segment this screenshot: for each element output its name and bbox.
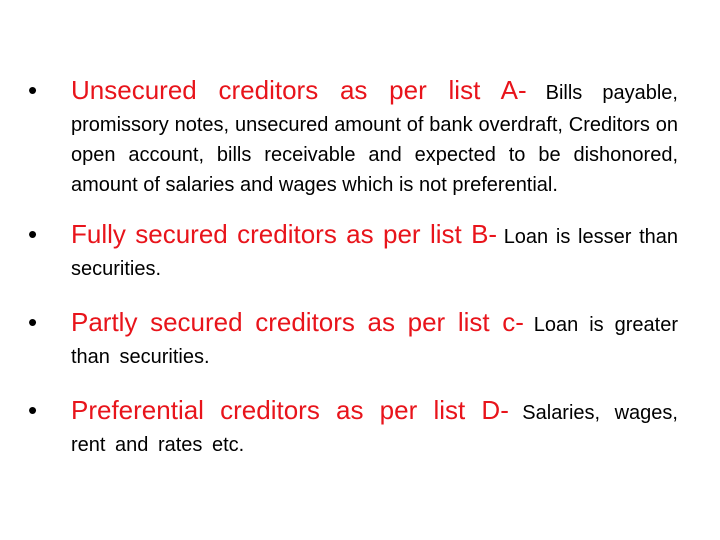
bullet-text [71, 302, 678, 372]
bullet-detail: Loan is lesser than securities. [71, 226, 678, 280]
list-item-unsecured-creditors [28, 70, 678, 200]
bullet-heading: Fully secured creditors as per list B- [71, 219, 498, 249]
bullet-detail: Salaries, wages, rent and rates etc. [71, 402, 678, 456]
list-item-fully-secured-creditors [28, 214, 678, 284]
creditor-list [28, 70, 678, 460]
bullet-heading: Preferential creditors as per list D- [71, 395, 509, 425]
bullet-text [71, 390, 678, 460]
bullet-detail: Loan is greater than securities. [71, 314, 678, 368]
bullet-detail: Bills payable, promissory notes, unsecured amount of bank overdraft, Creditors on open account, bills receivable and expected to be dishonored, amount of salaries and wages which is not preferential. [71, 82, 678, 196]
list-item-preferential-creditors [28, 390, 678, 460]
bullet-icon: • [28, 219, 38, 249]
bullet-text [71, 214, 678, 284]
bullet-icon: • [28, 307, 38, 337]
bullet-heading: Unsecured creditors as per list A- [71, 75, 527, 105]
bullet-heading: Partly secured creditors as per list c- [71, 307, 524, 337]
list-item-partly-secured-creditors [28, 302, 678, 372]
bullet-icon: • [28, 75, 38, 105]
bullet-icon: • [28, 395, 38, 425]
bullet-text [71, 70, 678, 200]
